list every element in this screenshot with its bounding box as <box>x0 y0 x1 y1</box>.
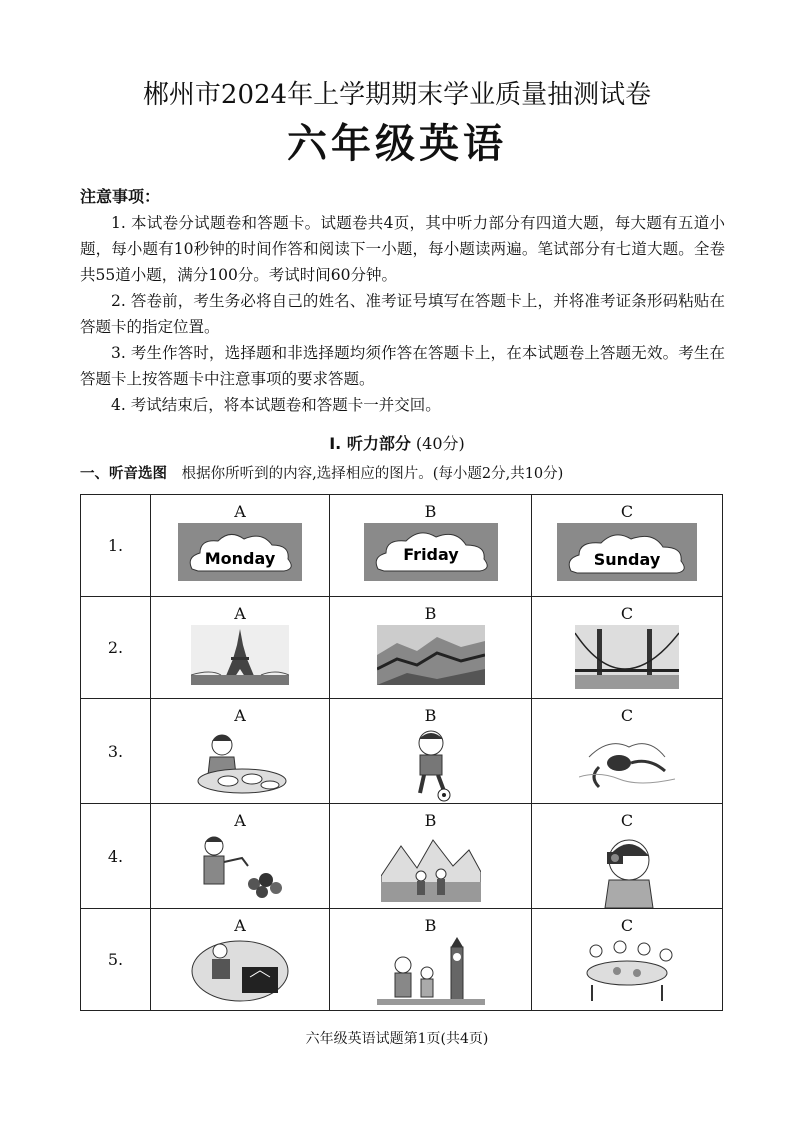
option-cell[interactable] <box>330 495 532 597</box>
option-cell[interactable] <box>151 699 330 804</box>
family-dinner-image <box>572 937 682 1001</box>
table-row <box>81 804 723 909</box>
notice-item-1: 1. 本试卷分试题卷和答题卡。试题卷共4页，其中听力部分有四道大题，每大题有五道小题，每小题有10秒钟的时间作答和阅读下一小题，每小题读两遍。笔试部分有七道大题。全卷共55道小题，满分100分。考试时间60分钟。 <box>80 214 725 284</box>
option-cell[interactable] <box>330 909 532 1011</box>
section-heading <box>0 431 794 454</box>
option-letter: C <box>620 502 634 521</box>
question-instruction: 根据你所听到的内容,选择相应的图片。(每小题2分,共10分) <box>181 466 564 482</box>
option-letter: B <box>424 502 437 521</box>
option-cell[interactable] <box>532 909 723 1011</box>
question-heading <box>80 462 740 483</box>
girl-eating-image <box>192 727 288 797</box>
watering-flowers-image <box>192 832 288 902</box>
great-wall-image <box>377 625 485 685</box>
page-footer: 六年级英语试题第1页(共4页) <box>305 1031 489 1047</box>
option-letter: A <box>234 811 246 830</box>
question-label: 一、听音选图 <box>80 466 167 482</box>
row-number: 4. <box>81 804 151 909</box>
option-cell[interactable] <box>151 495 330 597</box>
option-letter: B <box>424 604 437 623</box>
page-subtitle: 六年级英语 <box>287 121 507 167</box>
answer-grid <box>80 494 723 1011</box>
table-row <box>81 909 723 1011</box>
option-cell[interactable] <box>330 699 532 804</box>
eiffel-tower-image <box>191 625 289 685</box>
option-cell[interactable] <box>532 597 723 699</box>
option-letter: B <box>424 916 437 935</box>
cloud-friday-image <box>364 523 498 581</box>
option-cell[interactable] <box>532 699 723 804</box>
option-cell[interactable] <box>151 597 330 699</box>
option-cell[interactable] <box>330 804 532 909</box>
golden-gate-bridge-image <box>575 625 679 689</box>
option-letter: C <box>620 811 634 830</box>
option-letter: A <box>234 604 246 623</box>
option-cell[interactable] <box>330 597 532 699</box>
big-ben-tourists-image <box>377 937 485 1007</box>
cloud-text: Friday <box>402 545 459 564</box>
row-number: 1. <box>81 495 151 597</box>
option-cell[interactable] <box>532 495 723 597</box>
watching-tv-image <box>190 937 290 1003</box>
option-cell[interactable] <box>532 804 723 909</box>
girl-camera-image <box>595 832 659 908</box>
option-cell[interactable] <box>151 909 330 1011</box>
notice-heading: 注意事项： <box>80 187 161 206</box>
option-cell[interactable] <box>151 804 330 909</box>
row-number: 2. <box>81 597 151 699</box>
table-row <box>81 597 723 699</box>
option-letter: C <box>620 706 634 725</box>
option-letter: A <box>234 916 246 935</box>
swimming-image <box>579 727 675 797</box>
cloud-text: Monday <box>204 549 276 568</box>
section-title: I. 听力部分 <box>329 434 411 453</box>
option-letter: A <box>234 502 246 521</box>
option-letter: A <box>234 706 246 725</box>
cloud-text: Sunday <box>593 550 661 569</box>
notice-item-4: 4. 考试结束后，将本试题卷和答题卡一并交回。 <box>111 396 441 414</box>
cloud-sunday-image <box>557 523 697 581</box>
table-row <box>81 495 723 597</box>
option-letter: C <box>620 604 634 623</box>
notice-item-2: 2. 答卷前，考生务必将自己的姓名、准考证号填写在答题卡上，并将准考证条形码粘贴在答题卡的指定位置。 <box>80 292 725 336</box>
option-letter: B <box>424 811 437 830</box>
row-number: 3. <box>81 699 151 804</box>
row-number: 5. <box>81 909 151 1011</box>
cloud-monday-image <box>178 523 302 581</box>
option-letter: C <box>620 916 634 935</box>
section-points: (40分) <box>415 434 465 453</box>
boy-football-image <box>406 727 456 803</box>
option-letter: B <box>424 706 437 725</box>
notice-item-3: 3. 考生作答时，选择题和非选择题均须作答在答题卡上，在本试题卷上答题无效。考生在答题卡上按答题卡中注意事项的要求答题。 <box>80 344 725 388</box>
page-title: 郴州市2024年上学期期末学业质量抽测试卷 <box>142 80 652 110</box>
hiking-image <box>381 832 481 902</box>
table-row <box>81 699 723 804</box>
notice-block <box>80 184 725 418</box>
